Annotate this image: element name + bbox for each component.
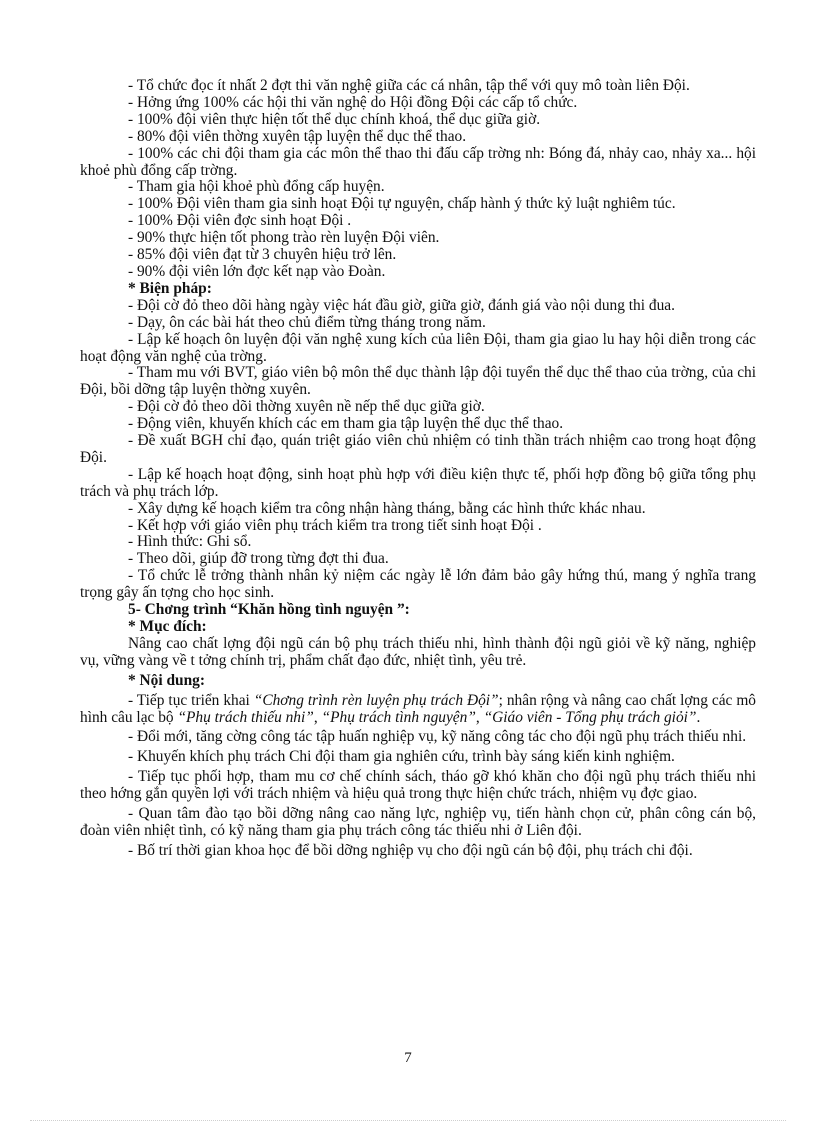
paragraph: - 90% thực hiện tốt phong trào rèn luyện Đội viên.: [128, 229, 440, 247]
paragraph: - Động viên, khuyến khích các em tham gia tập luyện thể dục thể thao.: [128, 415, 564, 433]
quoted-title: “Giáo viên - Tổng phụ trách giỏi”: [483, 708, 697, 726]
paragraph: - Bố trí thời gian khoa học để bồi dỡng nghiệp vụ cho đội ngũ cán bộ đội, phụ trách chi đội.: [128, 841, 693, 859]
paragraph: - 100% Đội viên tham gia sinh hoạt Đội tự nguyện, chấp hành ý thức kỷ luật nghiêm túc.: [128, 195, 676, 213]
paragraph: - 100% Đội viên đợc sinh hoạt Đội .: [128, 212, 352, 230]
text-run: - Tiếp tục triển khai: [128, 691, 254, 709]
paragraph: - Hình thức: Ghi sổ.: [128, 533, 252, 551]
quoted-title: “Chơng trình rèn luyện phụ trách Đội”: [253, 691, 499, 709]
paragraph: - Lập kế hoạch hoạt động, sinh hoạt phù hợp với điều kiện thực tế, phối hợp đồng bộ giữa tổng phụ trách và phụ trách lớp.: [80, 465, 756, 500]
paragraph: - Tổ chức đọc ít nhất 2 đợt thi văn nghệ giữa các cá nhân, tập thể với quy mô toàn liên Đội.: [128, 77, 690, 94]
text-run: ,: [475, 708, 484, 726]
paragraph: - Đề xuất BGH chỉ đạo, quán triệt giáo viên chủ nhiệm có tinh thần trách nhiệm cao trong hoạt động Đội.: [80, 432, 756, 466]
paragraph: - Kết hợp với giáo viên phụ trách kiểm tra trong tiết sinh hoạt Đội .: [128, 516, 542, 534]
paragraph: - Đội cờ đỏ theo dõi hàng ngày việc hát đầu giờ, giữa giờ, đánh giá vào nội dung thi đua.: [128, 296, 675, 314]
paragraph: - Tham mu với BVT, giáo viên bộ môn thể dục thành lập đội tuyển thể dục thể thao của trờng, của chi Đội, bồi dỡng tập luyện thờng xuyên.: [80, 364, 756, 399]
page-number: 7: [404, 1050, 412, 1066]
bien-phap-heading: * Biện pháp:: [128, 279, 212, 297]
page-border: [30, 1120, 786, 1121]
text-run: ; nhân rộng và nâng cao chất lợng các mô hình câu lạc bộ: [80, 691, 756, 726]
quoted-title: “Phụ trách tình nguyện”: [321, 708, 476, 726]
paragraph: - 100% các chi đội tham gia các môn thể thao thi đấu cấp trờng nh: Bóng đá, nhảy cao, nhảy xa... hội khoẻ phù đổng cấp trờng.: [80, 144, 756, 179]
paragraph: Nâng cao chất lợng đội ngũ cán bộ phụ trách thiếu nhi, hình thành đội ngũ giỏi về kỹ năng, nghiệp vụ, vững vàng về t tởng chính trị, phẩm chất đạo đức, nhiệt tình, yêu trẻ.: [80, 634, 756, 669]
paragraph: - Quan tâm đào tạo bồi dỡng nâng cao năng lực, nghiệp vụ, tiến hành chọn cử, phân công cán bộ, đoàn viên nhiệt tình, có kỹ năng tham gia phụ trách công tác thiếu nhi ở Liên đội.: [80, 805, 756, 839]
text-run: .: [696, 708, 701, 726]
quoted-title: “Phụ trách thiếu nhi”: [177, 708, 314, 726]
text-run: ,: [313, 708, 322, 726]
paragraph: - 100% đội viên thực hiện tốt thể dục chính khoá, thể dục giữa giờ.: [128, 110, 541, 128]
paragraph: - Theo dõi, giúp đỡ trong từng đợt thi đua.: [128, 550, 389, 568]
noi-dung-heading: * Nội dung:: [128, 671, 205, 689]
document-body: [80, 78, 756, 860]
paragraph: - Xây dựng kế hoạch kiểm tra công nhận hàng tháng, bằng các hình thức khác nhau.: [128, 499, 646, 517]
paragraph: - 90% đội viên lớn đợc kết nạp vào Đoàn.: [128, 262, 386, 280]
section-title: 5- Chơng trình “Khăn hồng tình nguyện ”:: [128, 601, 410, 619]
paragraph: - Dạy, ôn các bài hát theo chủ điểm từng tháng trong năm.: [128, 313, 486, 331]
paragraph: - Đổi mới, tăng cờng công tác tập huấn nghiệp vụ, kỹ năng công tác cho đội ngũ phụ trách thiếu nhi.: [128, 728, 747, 746]
paragraph: - Tham gia hội khoẻ phù đổng cấp huyện.: [128, 178, 385, 196]
muc-dich-heading: * Mục đích:: [128, 618, 207, 635]
paragraph: - Tiếp tục phối hợp, tham mu cơ chế chính sách, tháo gỡ khó khăn cho đội ngũ phụ trách thiếu nhi theo hớng gắn quyền lợi với trách nhiệm và hiệu quả trong thực hiện chức trách, nhiệm vụ đợc giao.: [80, 768, 756, 803]
paragraph: - Lập kế hoạch ôn luyện đội văn nghệ xung kích của liên Đội, tham gia giao lu hay hội diễn trong các hoạt động văn nghệ của trờng.: [80, 330, 756, 365]
paragraph: [80, 693, 756, 727]
paragraph: - Khuyến khích phụ trách Chi đội tham gia nghiên cứu, trình bày sáng kiến kinh nghiệm.: [128, 748, 675, 766]
paragraph: - Đội cờ đỏ theo dõi thờng xuyên nề nếp thể dục giữa giờ.: [128, 398, 485, 416]
paragraph: - 85% đội viên đạt từ 3 chuyên hiệu trở lên.: [128, 246, 397, 264]
paragraph: - 80% đội viên thờng xuyên tập luyện thể dục thể thao.: [128, 127, 467, 145]
paragraph: - Hởng ứng 100% các hội thi văn nghệ do Hội đồng Đội các cấp tổ chức.: [128, 93, 578, 111]
paragraph: - Tổ chức lễ trởng thành nhân kỷ niệm các ngày lễ lớn đảm bảo gây hứng thú, mang ý nghĩa trang trọng gây ấn tợng cho học sinh.: [80, 567, 756, 602]
